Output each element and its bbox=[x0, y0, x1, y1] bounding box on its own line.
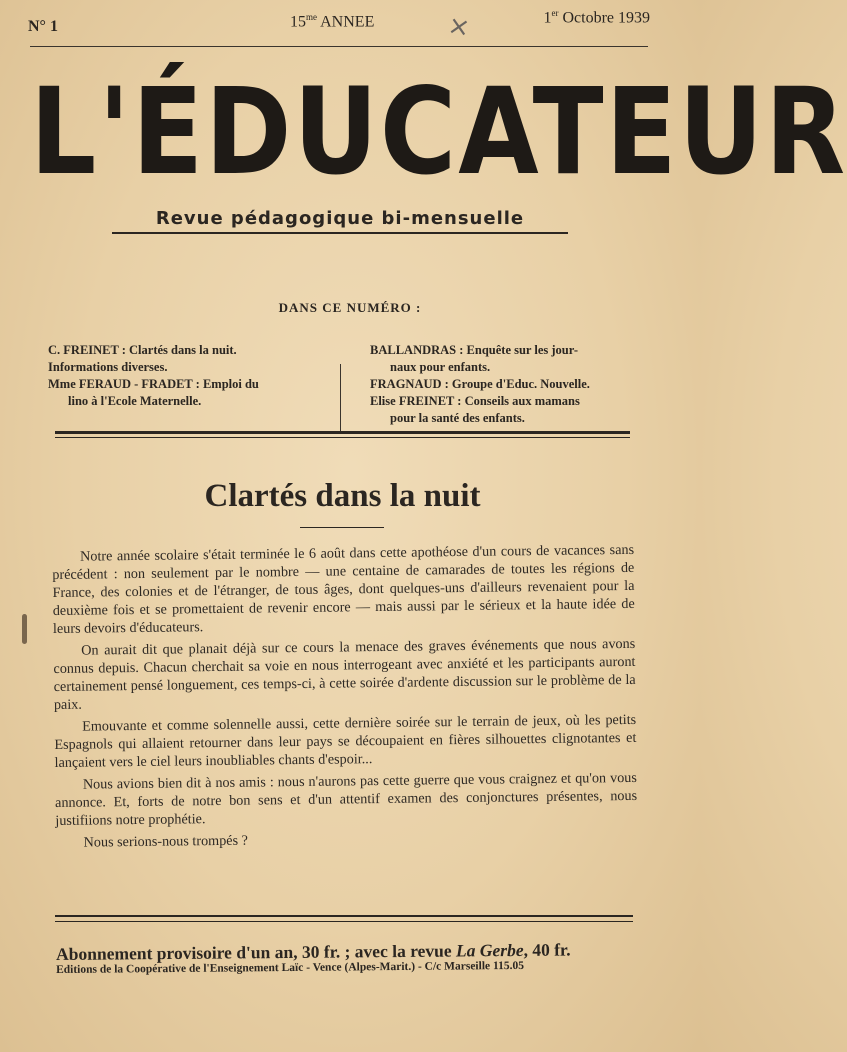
publisher-line: Editions de la Coopérative de l'Enseignement Laïc - Vence (Alpes-Marit.) - C/c Marseille 115.05 bbox=[56, 959, 525, 976]
footer-divider-thin bbox=[55, 921, 633, 922]
contents-column-divider bbox=[340, 364, 341, 432]
contents-entry: Informations diverses. bbox=[48, 360, 168, 374]
contents-heading: DANS CE NUMÉRO : bbox=[278, 300, 422, 315]
contents-entry: FRAGNAUD : Groupe d'Educ. Nouvelle. bbox=[370, 377, 590, 391]
masthead-subtitle: Revue pédagogique bi-mensuelle bbox=[112, 208, 568, 234]
article-body bbox=[52, 541, 638, 856]
title-underline bbox=[300, 527, 384, 528]
article-paragraph: Notre année scolaire s'était terminée le 6 août dans cette apothéose d'un cours de vacances sans précédent : non seulement par le nombre — une centaine de camarades de toutes les régions de France, des colonies et de l'étranger, de tous âges, dont quelques-uns d'ailleurs revenaient pour la deuxième fois et se promettaient de revenir encore — mais aussi par le sérieux et la haute idée de leurs devoirs d'éducateurs. bbox=[52, 541, 635, 637]
contents-left-column bbox=[48, 342, 318, 410]
contents-right-column bbox=[370, 342, 640, 427]
article-paragraph: Nous avions bien dit à nos amis : nous n'aurons pas cette guerre que vous craignez et qu'on vous annonce. Et, forts de notre bon sens et d'un attentif examen des conjonctures présentes, nous justifiions notre prophétie. bbox=[55, 769, 638, 829]
contents-divider-thin bbox=[55, 437, 630, 438]
footer-divider-thick bbox=[55, 915, 633, 917]
handwritten-x-mark: × bbox=[445, 10, 473, 44]
contents-entry: Elise FREINET : Conseils aux mamans bbox=[370, 394, 580, 408]
contents-divider-thick bbox=[55, 431, 630, 434]
contents-entry: C. FREINET : Clartés dans la nuit. bbox=[48, 343, 237, 357]
year-label: $15^{me}$ ANNEE bbox=[290, 12, 375, 31]
article-paragraph: Nous serions-nous trompés ? bbox=[83, 832, 249, 851]
contents-entry: lino à l'Ecole Maternelle. bbox=[68, 394, 202, 408]
top-divider bbox=[30, 46, 648, 47]
paper-stain bbox=[22, 614, 27, 644]
contents-entry: BALLANDRAS : Enquête sur les jour- bbox=[370, 343, 579, 357]
la-gerbe-title: La Gerbe bbox=[455, 939, 524, 961]
article-paragraph: Emouvante et comme solennelle aussi, cette dernière soirée sur le terrain de jeux, où les petits Espagnols qui allaient retourner dans leur pays se découpaient en fières silhouettes clignotantes et lançaient vers le ciel leurs inoubliables chants d'espoir... bbox=[54, 711, 637, 771]
issue-date: 1er Octobre 1939 bbox=[543, 8, 650, 27]
masthead-title: L'ÉDUCATEUR bbox=[30, 61, 847, 202]
contents-entry: pour la santé des enfants. bbox=[390, 411, 525, 425]
article-paragraph: On aurait dit que planait déjà sur ce cours la menace des graves événements que nous avons connus depuis. Chacun cherchait sa voie en nous interrogeant avec anxiété et les participants auront certainement pensé longuement, ces temps-ci, à cette soirée d'ardente discussion sur le problème de la paix. bbox=[53, 635, 636, 713]
contents-entry: Mme FERAUD - FRADET : Emploi du bbox=[48, 377, 259, 391]
article-title: Clartés dans la nuit bbox=[204, 478, 481, 514]
issue-number: N° 1 bbox=[28, 18, 58, 35]
subscription-line: Abonnement provisoire d'un an, 30 fr. ; avec la revue La Gerbe, 40 fr. bbox=[56, 939, 571, 964]
contents-entry: naux pour enfants. bbox=[390, 360, 491, 374]
issue-header bbox=[28, 8, 650, 38]
